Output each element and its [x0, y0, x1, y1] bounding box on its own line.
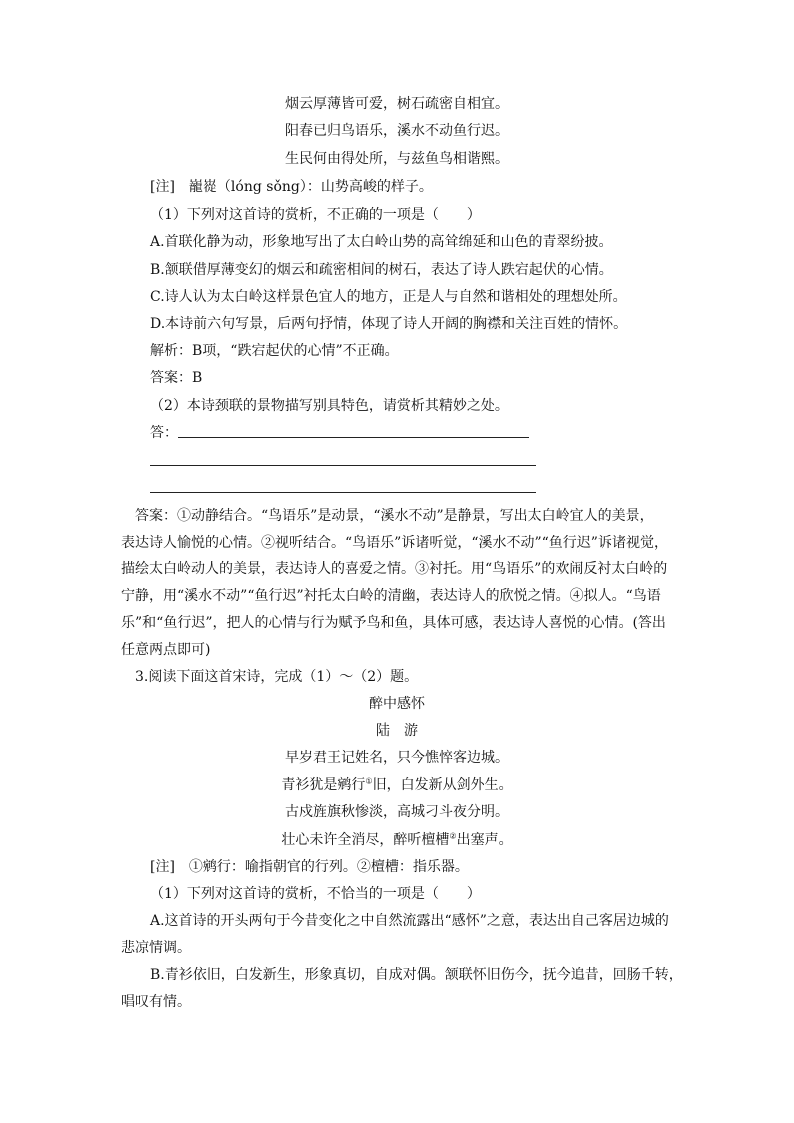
option-a: A.这首诗的开头两句于今昔变化之中自然流露出“感怀”之意，表达出自己客居边城的 — [150, 913, 669, 929]
poem-line: 古戍旌旗秋惨淡，高城刁斗夜分明。 — [285, 804, 509, 820]
poem-line: 早岁君王记姓名，只今憔悴客边城。 — [285, 750, 509, 766]
poem-note: [注] ①鹓行：喻指朝官的行列。②檀槽：指乐器。 — [150, 859, 469, 875]
answer-blank-line[interactable] — [150, 492, 536, 493]
answer-text-line: 描绘太白岭动人的美景，表达诗人的喜爱之情。③衬托。用“鸟语乐”的欢闹反衬太白岭的 — [121, 561, 668, 577]
poem-line-text: 壮心未许全消尽，醉听檀槽 — [281, 832, 450, 848]
answer-text-line: 答案：①动静结合。“鸟语乐”是动景，“溪水不动”是静景，写出太白岭宜人的美景， — [121, 508, 654, 524]
poem-title: 醉中感怀 — [369, 696, 425, 712]
poem-line-text: 青衫犹是鹓行 — [281, 777, 366, 793]
option-b: B.青衫依旧，白发新生，形象真切，自成对偶。颔联怀旧伤今，抚今追昔，回肠千转， — [150, 967, 683, 983]
poem-line: 烟云厚薄皆可爱，树石疏密自相宜。 — [285, 96, 509, 112]
option-a: A.首联化静为动，形象地写出了太白岭山势的高耸绵延和山色的青翠纷披。 — [150, 234, 613, 250]
answer-text-line: 宁静，用“溪水不动”“鱼行迟”衬托太白岭的清幽，表达诗人的欣悦之情。④拟人。“鸟语 — [121, 588, 661, 604]
poem-line — [0, 775, 794, 795]
option-d: D.本诗前六句写景，后两句抒情，体现了诗人开阔的胸襟和关注百姓的情怀。 — [150, 316, 628, 332]
option-a-cont: 悲凉情调。 — [121, 940, 191, 956]
poem-line: 阳春已归鸟语乐，溪水不动鱼行迟。 — [285, 123, 509, 139]
option-b: B.颔联借厚薄变幻的烟云和疏密相间的树石，表达了诗人跌宕起伏的心情。 — [150, 262, 613, 278]
option-c: C.诗人认为太白岭这样景色宜人的地方，正是人与自然和谐相处的理想处所。 — [150, 289, 627, 305]
answer-label: 答： — [150, 425, 178, 441]
question-intro: 3.阅读下面这首宋诗，完成（1）～（2）题。 — [121, 669, 419, 685]
poem-line-text: 出塞声。 — [456, 832, 513, 848]
poem-note: [注] 巃嵸（lóng sǒng）：山势高峻的样子。 — [150, 179, 433, 195]
question-stem: （1）下列对这首诗的赏析，不正确的一项是（ ） — [150, 207, 481, 223]
answer-blank-line[interactable] — [178, 437, 529, 438]
answer-text-line: 表达诗人愉悦的心情。②视听结合。“鸟语乐”诉诸听觉，“溪水不动”“鱼行迟”诉诸视觉， — [121, 535, 668, 551]
poem-line-text: 旧，白发新从剑外生。 — [372, 777, 513, 793]
footnote-marker: ② — [449, 831, 457, 841]
answer-text-line: 任意两点即可) — [121, 642, 211, 658]
answer: 答案：B — [150, 370, 203, 386]
poem-line: 生民何由得处所，与兹鱼鸟相谐熙。 — [285, 151, 509, 167]
question-stem: （2）本诗颈联的景物描写别具特色，请赏析其精妙之处。 — [150, 398, 509, 414]
analysis: 解析：B项，“跌宕起伏的心情”不正确。 — [150, 343, 399, 359]
footnote-marker: ① — [365, 776, 373, 786]
poem-line — [0, 830, 794, 850]
option-b-cont: 唱叹有情。 — [121, 994, 191, 1010]
question-stem: （1）下列对这首诗的赏析，不恰当的一项是（ ） — [150, 886, 481, 902]
answer-blank-line[interactable] — [150, 465, 536, 466]
poem-author: 陆 游 — [376, 723, 418, 739]
answer-text-line: 乐”和“鱼行迟”，把人的心情与行为赋予鸟和鱼，具体可感，表达诗人喜悦的心情。(答出 — [121, 615, 666, 631]
